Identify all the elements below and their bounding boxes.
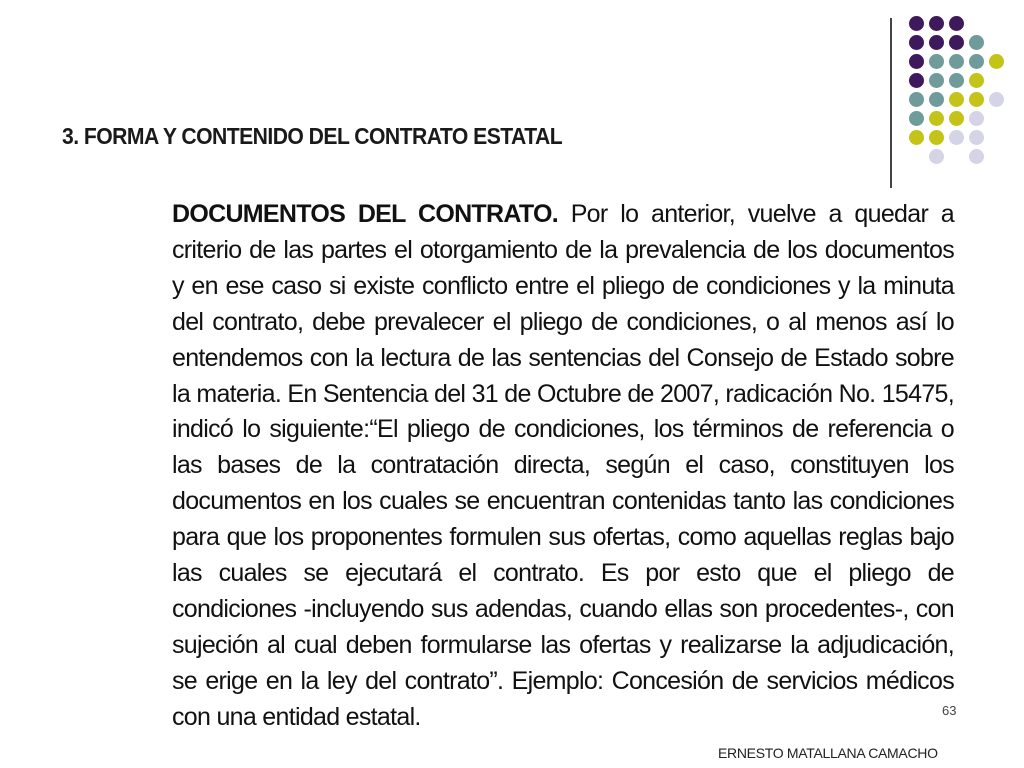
- decorative-dot: [929, 149, 944, 164]
- decorative-dot: [929, 73, 944, 88]
- body-text: Por lo anterior, vuelve a quedar a criterio de las partes el otorgamiento de la prevalencia de los documentos y en ese caso si existe conflicto entre el pliego de condiciones y la minuta del contrato, debe prevalecer el pliego de condiciones, o al menos así lo entendemos con la lectura de las sentencias del Consejo de Estado sobre la materia. En Sentencia del 31 de Octubre de 2007, radicación No. 15475, indicó lo siguiente:“El pliego de condiciones, los términos de referencia o las bases de la contratación directa, según el caso, constituyen los documentos en los cuales se encuentran contenidas tanto las condiciones para que los proponentes formulen sus ofertas, como aquellas reglas bajo las cuales se ejecutará el contrato. Es por esto que el pliego de condiciones -incluyendo sus adendas, cuando ellas son procedentes-, con sujeción al cual deben formularse las ofertas y realizarse la adjudicación, se erige en la ley del contrato”. Ejemplo: Concesión de servicios médicos con una entidad estatal.: [172, 200, 954, 731]
- decorative-dot: [989, 54, 1004, 69]
- decorative-dot: [909, 92, 924, 107]
- decorative-dot: [969, 92, 984, 107]
- decorative-dot: [929, 54, 944, 69]
- decorative-dot: [969, 130, 984, 145]
- decorative-dot: [909, 111, 924, 126]
- decorative-dot: [929, 111, 944, 126]
- body-paragraph: [172, 197, 957, 736]
- decorative-dot: [949, 111, 964, 126]
- decorative-dot: [909, 54, 924, 69]
- decorative-dot: [949, 130, 964, 145]
- decorative-dot: [989, 92, 1004, 107]
- decorative-dot: [929, 35, 944, 50]
- decorative-dot: [909, 16, 924, 31]
- decorative-dot: [969, 149, 984, 164]
- decorative-dot: [929, 130, 944, 145]
- slide-number: 63: [942, 703, 957, 718]
- decorative-dot: [949, 35, 964, 50]
- author-footer: ERNESTO MATALLANA CAMACHO: [718, 745, 938, 761]
- decorative-dot: [949, 54, 964, 69]
- decorative-dot: [929, 92, 944, 107]
- decorative-dot: [969, 111, 984, 126]
- decorative-dot: [969, 54, 984, 69]
- decorative-dot: [909, 35, 924, 50]
- decorative-dot: [909, 130, 924, 145]
- decorative-dot: [949, 73, 964, 88]
- body-lead-heading: DOCUMENTOS DEL CONTRATO.: [172, 200, 558, 228]
- decorative-dot-grid: [0, 0, 1024, 200]
- decorative-dot: [929, 16, 944, 31]
- vertical-divider: [890, 18, 892, 188]
- decorative-dot: [969, 35, 984, 50]
- decorative-dot: [949, 92, 964, 107]
- decorative-dot: [949, 16, 964, 31]
- slide-title: 3. FORMA Y CONTENIDO DEL CONTRATO ESTATAL: [62, 123, 563, 149]
- decorative-dot: [969, 73, 984, 88]
- decorative-dot: [909, 73, 924, 88]
